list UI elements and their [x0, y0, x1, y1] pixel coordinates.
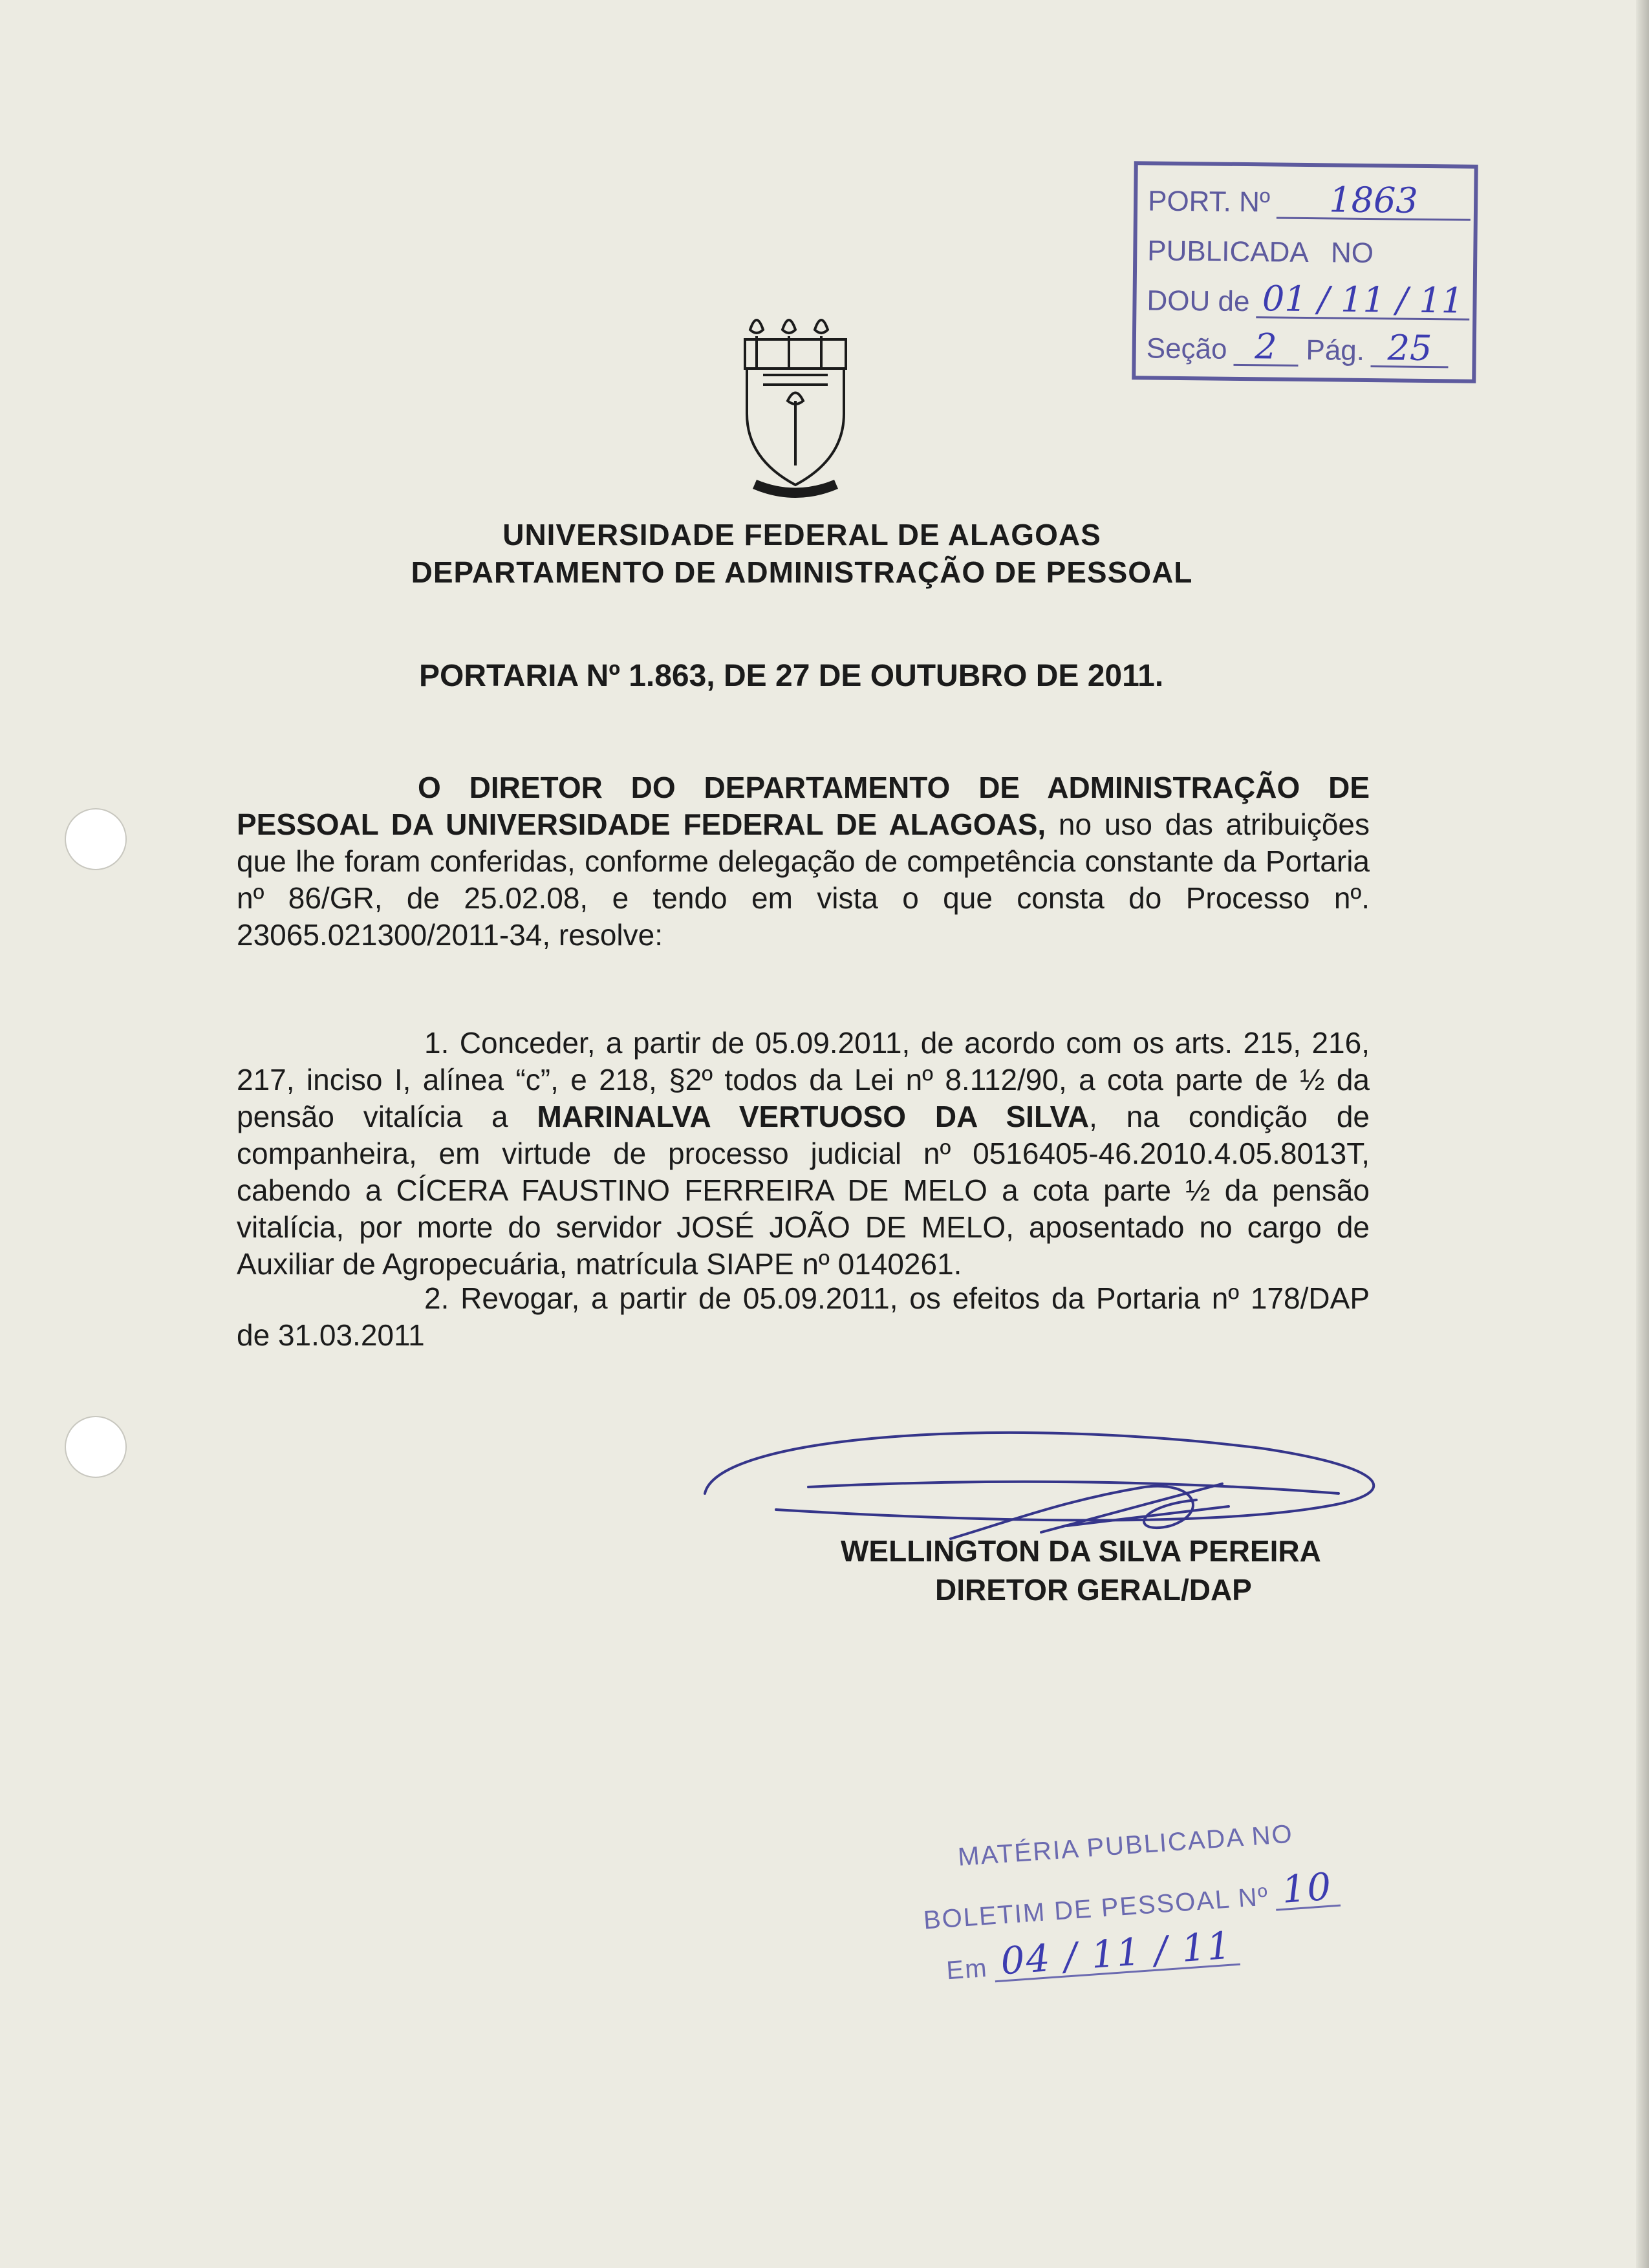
item-1-paragraph: [237, 1025, 1370, 1283]
bulletin-date-label: Em: [945, 1954, 989, 1985]
university-crest-logo: [737, 304, 854, 498]
item-1-part2: , na condição de companheira, em virtude de processo judicial nº 0516405-46.2010.4.05.8013T, cabendo a CÍCERA FAUSTINO FERREIRA DE MELO a cota parte ½ da pensão vitalícia, por morte do servidor JOSÉ JOÃO DE MELO, aposentado no cargo de Auxiliar de Agropecuária, matrícula SIAPE nº 0140261.: [237, 1100, 1370, 1281]
stamp-publicada-label: PUBLICADA NO: [1147, 235, 1374, 270]
intro-text: no uso das atribuições que lhe foram conferidas, conforme delegação de competência constante da Portaria nº 86/GR, de 25.02.08, e tendo em vista o que consta do Processo nº. 23065.021300/2011-34, resolve:: [237, 808, 1370, 952]
stamp-port-label: PORT. Nº: [1147, 185, 1271, 219]
header-university: UNIVERSIDADE FEDERAL DE ALAGOAS: [502, 518, 1101, 551]
beneficiary-name: MARINALVA VERTUOSO DA SILVA: [537, 1100, 1090, 1133]
handwritten-signature: [679, 1422, 1410, 1552]
intro-paragraph: [237, 769, 1370, 954]
stamp-dou-value: 01 / 11 / 11: [1256, 281, 1470, 320]
stamp-publicada-row: [1147, 235, 1374, 270]
stamp-secao-value: 2: [1233, 329, 1299, 367]
punch-hole-upper: [65, 808, 127, 870]
intro-bold: O DIRETOR DO DEPARTAMENTO DE ADMINISTRAÇÃO DE PESSOAL DA UNIVERSIDADE FEDERAL DE ALAGOAS,: [237, 771, 1370, 841]
bulletin-stamp-line1: [957, 1820, 1294, 1872]
punch-hole-lower: [65, 1416, 127, 1478]
portaria-title: PORTARIA Nº 1.863, DE 27 DE OUTUBRO DE 2011.: [419, 659, 1164, 693]
publication-stamp: [1132, 161, 1478, 383]
paper-edge: [1636, 0, 1649, 2268]
stamp-dou-row: [1147, 280, 1470, 320]
stamp-pag-label: Pág.: [1306, 334, 1365, 367]
signer-name: WELLINGTON DA SILVA PEREIRA: [841, 1534, 1321, 1568]
item-1-part1: 1. Conceder, a partir de 05.09.2011, de acordo com os arts. 215, 216, 217, inciso I, alínea “c”, e 218, §2º todos da Lei nº 8.112/90, a cota parte de ½ da pensão vitalícia a: [237, 1026, 1370, 1133]
bulletin-date-value: 04 / 11 / 11: [993, 1926, 1240, 1982]
signer-role: DIRETOR GERAL/DAP: [935, 1573, 1252, 1607]
stamp-pag-value: 25: [1371, 330, 1449, 368]
bulletin-stamp-line2: [921, 1864, 1341, 1936]
stamp-secao-label: Seção: [1146, 332, 1227, 365]
stamp-port-value: 1863: [1277, 182, 1471, 221]
bulletin-number-label: BOLETIM DE PESSOAL Nº: [922, 1882, 1270, 1935]
bulletin-number-value: 10: [1273, 1867, 1341, 1911]
header-department: DEPARTAMENTO DE ADMINISTRAÇÃO DE PESSOAL: [411, 555, 1193, 589]
stamp-port-row: [1148, 180, 1471, 220]
item-2-paragraph: 2. Revogar, a partir de 05.09.2011, os efeitos da Portaria nº 178/DAP de 31.03.2011: [237, 1281, 1370, 1352]
stamp-dou-label: DOU de: [1147, 284, 1250, 318]
stamp-secao-row: [1146, 328, 1449, 368]
bulletin-stamp-line3: [945, 1923, 1240, 1986]
bulletin-stamp-title: MATÉRIA PUBLICADA NO: [956, 1819, 1295, 1872]
